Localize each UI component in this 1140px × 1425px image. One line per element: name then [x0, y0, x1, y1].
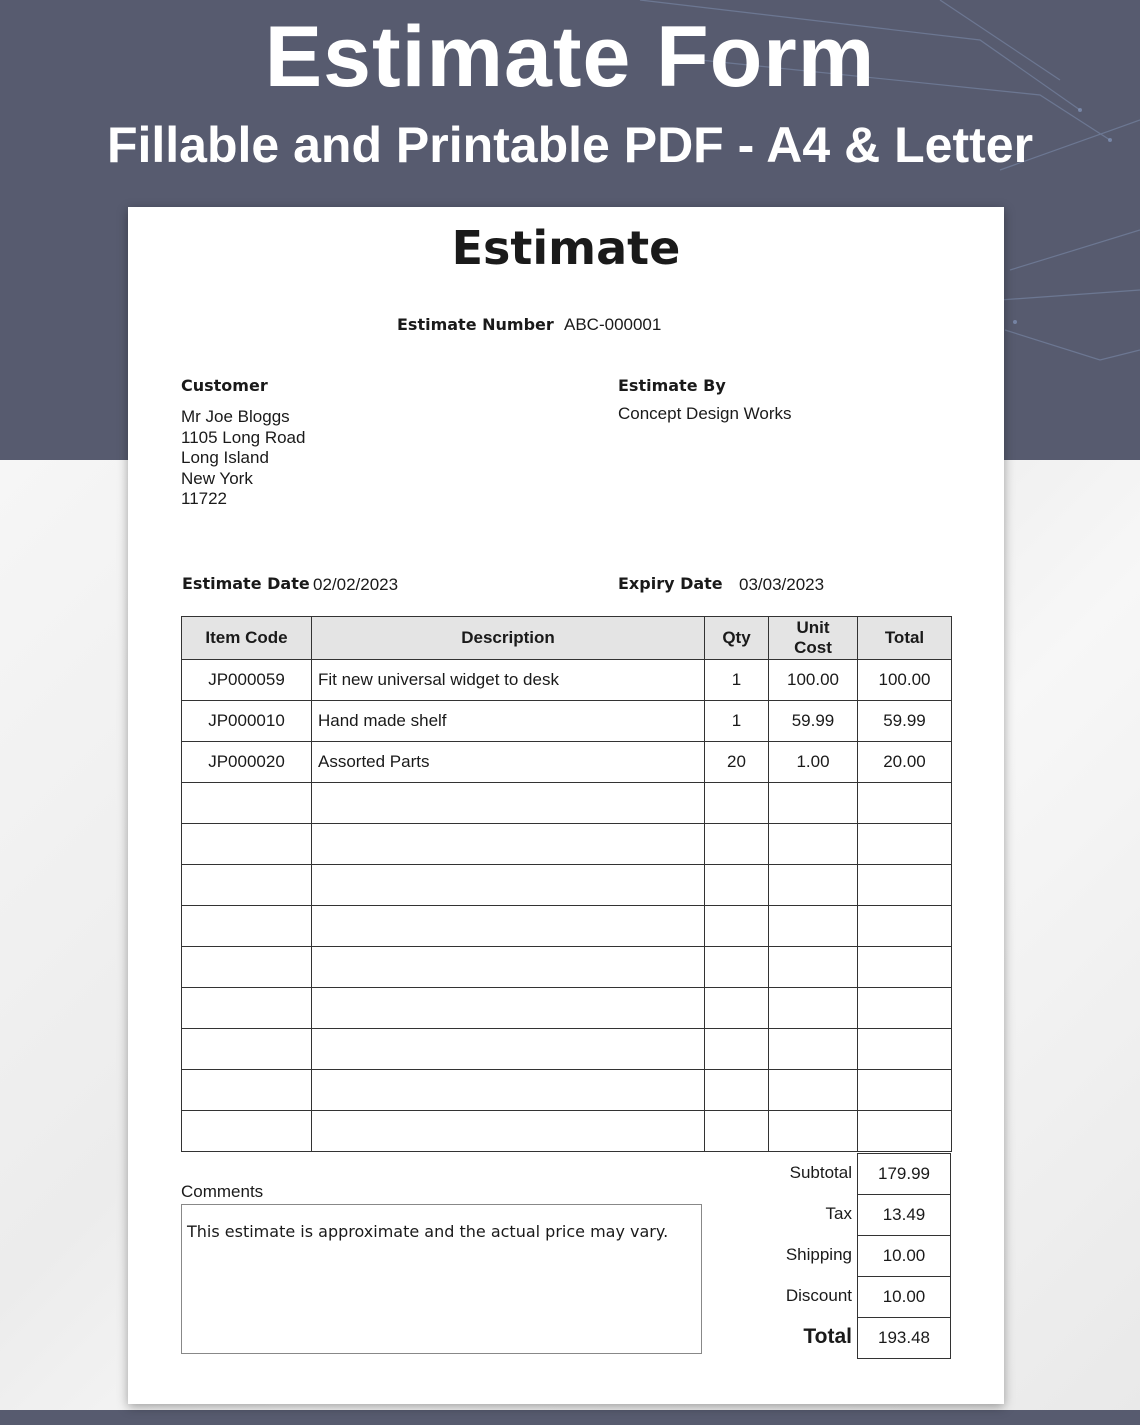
comments-text: This estimate is approximate and the actual price may vary. [187, 1222, 669, 1241]
estimate-date-field[interactable]: 02/02/2023 [313, 575, 399, 594]
footer-bar [0, 1410, 1140, 1425]
item-code-cell[interactable] [182, 865, 312, 906]
qty-cell[interactable] [705, 906, 769, 947]
customer-address-field[interactable] [181, 407, 305, 510]
total-label: Total [803, 1325, 852, 1348]
table-row-empty [182, 1029, 952, 1070]
table-body [182, 660, 952, 1152]
qty-cell[interactable]: 1 [705, 701, 769, 742]
shipping-field[interactable]: 10.00 [857, 1235, 951, 1277]
subtotal-field[interactable]: 179.99 [857, 1153, 951, 1195]
line-total-cell[interactable] [858, 906, 952, 947]
header-item-code: Item Code [182, 617, 312, 660]
line-items-table [181, 616, 952, 1152]
estimate-number-field[interactable]: ABC-000001 [564, 315, 662, 334]
description-cell[interactable] [312, 783, 705, 824]
table-header-row [182, 617, 952, 660]
comments-field[interactable] [181, 1204, 702, 1354]
description-cell[interactable]: Fit new universal widget to desk [312, 660, 705, 701]
description-cell[interactable]: Assorted Parts [312, 742, 705, 783]
item-code-cell[interactable] [182, 824, 312, 865]
expiry-date-label: Expiry Date [618, 574, 723, 593]
line-total-cell[interactable] [858, 1111, 952, 1152]
line-total-cell[interactable] [858, 1029, 952, 1070]
line-total-cell[interactable]: 59.99 [858, 701, 952, 742]
grand-total-field[interactable]: 193.48 [857, 1317, 951, 1359]
discount-label: Discount [785, 1286, 852, 1305]
unit-cost-cell[interactable] [769, 1070, 858, 1111]
item-code-cell[interactable] [182, 988, 312, 1029]
discount-field[interactable]: 10.00 [857, 1276, 951, 1318]
unit-cost-cell[interactable] [769, 783, 858, 824]
comments-label: Comments [181, 1182, 264, 1201]
customer-address-line: New York [181, 468, 253, 488]
customer-address-line: 1105 Long Road [181, 427, 306, 447]
customer-address-line: 11722 [181, 489, 228, 508]
header-unit-cost-line2: Cost [794, 638, 832, 657]
estimate-by-label: Estimate By [618, 376, 726, 395]
unit-cost-cell[interactable] [769, 1029, 858, 1070]
description-cell[interactable] [312, 1029, 705, 1070]
table-row-empty [182, 1111, 952, 1152]
table-row-empty [182, 824, 952, 865]
estimate-number-label: Estimate Number [397, 315, 554, 334]
line-total-cell[interactable] [858, 1070, 952, 1111]
table-row-empty [182, 865, 952, 906]
description-cell[interactable] [312, 1111, 705, 1152]
table-row-empty [182, 906, 952, 947]
qty-cell[interactable]: 1 [705, 660, 769, 701]
line-total-cell[interactable]: 20.00 [858, 742, 952, 783]
subtotal-label: Subtotal [789, 1163, 852, 1182]
unit-cost-cell[interactable] [769, 1111, 858, 1152]
table-row [182, 701, 952, 742]
unit-cost-cell[interactable]: 1.00 [769, 742, 858, 783]
table-row-empty [182, 947, 952, 988]
description-cell[interactable] [312, 947, 705, 988]
item-code-cell[interactable] [182, 783, 312, 824]
header-description: Description [312, 617, 705, 660]
description-cell[interactable]: Hand made shelf [312, 701, 705, 742]
line-total-cell[interactable]: 100.00 [858, 660, 952, 701]
item-code-cell[interactable] [182, 906, 312, 947]
banner-subtitle: Fillable and Printable PDF - A4 & Letter [106, 117, 1034, 173]
table-row [182, 660, 952, 701]
line-total-cell[interactable] [858, 783, 952, 824]
document-title: Estimate [451, 221, 681, 275]
customer-address-line: Mr Joe Bloggs [181, 407, 290, 426]
estimate-by-field[interactable]: Concept Design Works [618, 404, 792, 423]
unit-cost-cell[interactable]: 100.00 [769, 660, 858, 701]
unit-cost-cell[interactable] [769, 947, 858, 988]
tax-field[interactable]: 13.49 [857, 1194, 951, 1236]
table-row-empty [182, 1070, 952, 1111]
qty-cell[interactable] [705, 1111, 769, 1152]
customer-address-line: Long Island [181, 448, 269, 467]
header-total: Total [858, 617, 952, 660]
table-row-empty [182, 988, 952, 1029]
item-code-cell[interactable]: JP000010 [182, 701, 312, 742]
item-code-cell[interactable] [182, 1111, 312, 1152]
qty-cell[interactable]: 20 [705, 742, 769, 783]
estimate-date-label: Estimate Date [182, 574, 310, 593]
item-code-cell[interactable]: JP000059 [182, 660, 312, 701]
unit-cost-cell[interactable] [769, 824, 858, 865]
item-code-cell[interactable] [182, 1029, 312, 1070]
header-qty: Qty [705, 617, 769, 660]
description-cell[interactable] [312, 1070, 705, 1111]
shipping-label: Shipping [785, 1245, 852, 1264]
qty-cell[interactable] [705, 1070, 769, 1111]
banner-title: Estimate Form [264, 9, 876, 105]
qty-cell[interactable] [705, 988, 769, 1029]
description-cell[interactable] [312, 906, 705, 947]
table-row-empty [182, 783, 952, 824]
item-code-cell[interactable] [182, 1070, 312, 1111]
unit-cost-cell[interactable]: 59.99 [769, 701, 858, 742]
qty-cell[interactable] [705, 947, 769, 988]
line-total-cell[interactable] [858, 865, 952, 906]
unit-cost-cell[interactable] [769, 988, 858, 1029]
line-total-cell[interactable] [858, 988, 952, 1029]
header-unit-cost-line1: Unit [796, 618, 830, 637]
table-row [182, 742, 952, 783]
qty-cell[interactable] [705, 824, 769, 865]
expiry-date-field[interactable]: 03/03/2023 [739, 575, 825, 594]
tax-label: Tax [825, 1204, 852, 1223]
qty-cell[interactable] [705, 1029, 769, 1070]
item-code-cell[interactable] [182, 947, 312, 988]
item-code-cell[interactable]: JP000020 [182, 742, 312, 783]
qty-cell[interactable] [705, 865, 769, 906]
line-total-cell[interactable] [858, 824, 952, 865]
qty-cell[interactable] [705, 783, 769, 824]
description-cell[interactable] [312, 988, 705, 1029]
unit-cost-cell[interactable] [769, 906, 858, 947]
description-cell[interactable] [312, 824, 705, 865]
header-unit-cost [769, 617, 858, 660]
unit-cost-cell[interactable] [769, 865, 858, 906]
customer-label: Customer [181, 376, 268, 395]
line-total-cell[interactable] [858, 947, 952, 988]
estimate-sheet [128, 207, 1004, 1404]
description-cell[interactable] [312, 865, 705, 906]
